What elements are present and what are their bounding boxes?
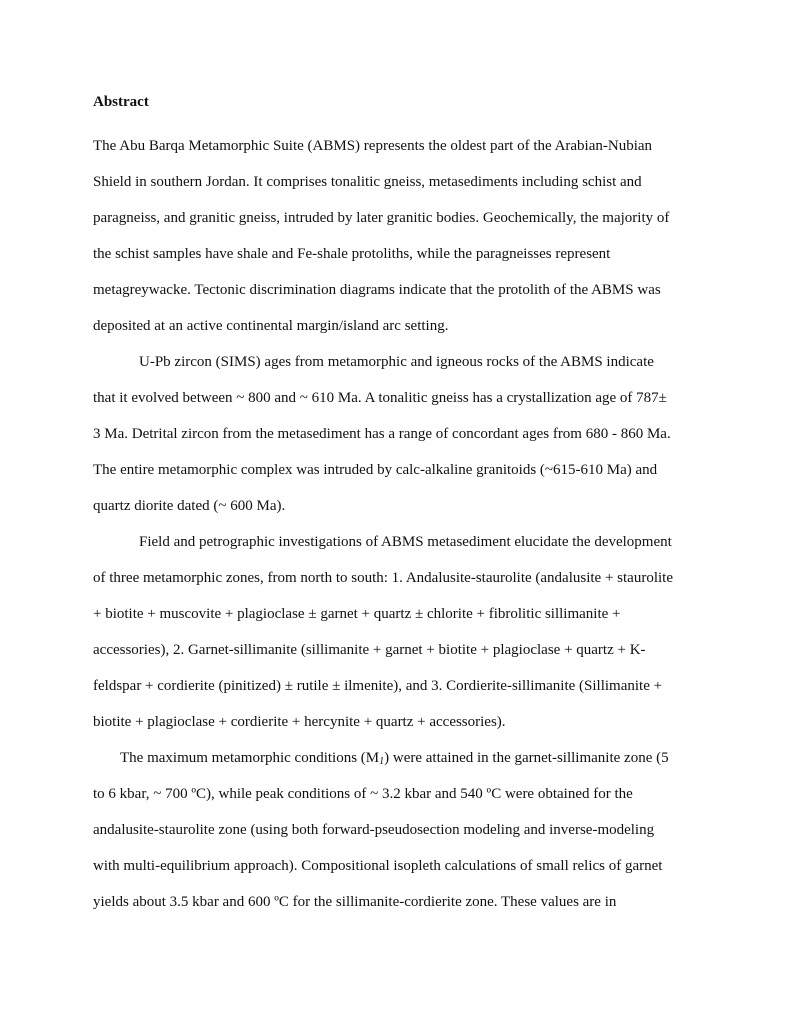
text-segment: ) were attained in the garnet-sillimanite zone (5 xyxy=(384,750,669,766)
text-line: quartz diorite dated (~ 600 Ma). xyxy=(93,498,286,514)
text-segment: The maximum metamorphic conditions (M xyxy=(120,750,380,766)
text-line: + biotite + muscovite + plagioclase ± garnet + quartz ± chlorite + fibrolitic sillimanite + xyxy=(93,606,621,622)
text-line: 3 Ma. Detrital zircon from the metasediment has a range of concordant ages from 680 - 860 Ma. xyxy=(93,426,671,442)
paragraph-2 xyxy=(93,344,705,524)
paragraph-4 xyxy=(93,740,705,920)
text-line: Shield in southern Jordan. It comprises tonalitic gneiss, metasediments including schist and xyxy=(93,174,642,190)
text-line: U-Pb zircon (SIMS) ages from metamorphic and igneous rocks of the ABMS indicate xyxy=(139,354,654,370)
text-line: to 6 kbar, ~ 700 ºC), while peak conditions of ~ 3.2 kbar and 540 ºC were obtained for the xyxy=(93,786,633,802)
text-line-with-subscript xyxy=(93,740,705,776)
text-line: accessories), 2. Garnet-sillimanite (sillimanite + garnet + biotite + plagioclase + quartz + K- xyxy=(93,642,646,658)
text-line: the schist samples have shale and Fe-shale protoliths, while the paragneisses represent xyxy=(93,246,611,262)
paragraph-3 xyxy=(93,524,705,740)
text-line: metagreywacke. Tectonic discrimination diagrams indicate that the protolith of the ABMS was xyxy=(93,282,661,298)
text-line: andalusite-staurolite zone (using both forward-pseudosection modeling and inverse-modeling xyxy=(93,822,655,838)
text-line: feldspar + cordierite (pinitized) ± rutile ± ilmenite), and 3. Cordierite-sillimanite (Sillimanite + xyxy=(93,678,663,694)
abstract-section xyxy=(93,92,705,920)
text-line: paragneiss, and granitic gneiss, intruded by later granitic bodies. Geochemically, the majority of xyxy=(93,210,670,226)
abstract-heading: Abstract xyxy=(93,94,149,110)
paragraph-1 xyxy=(93,128,705,344)
text-line: The Abu Barqa Metamorphic Suite (ABMS) represents the oldest part of the Arabian-Nubian xyxy=(93,138,653,154)
text-line: that it evolved between ~ 800 and ~ 610 Ma. A tonalitic gneiss has a crystallization age of 787± xyxy=(93,390,667,406)
text-line: biotite + plagioclase + cordierite + hercynite + quartz + accessories). xyxy=(93,714,506,730)
subscript: 1 xyxy=(379,756,385,767)
text-line: The entire metamorphic complex was intruded by calc-alkaline granitoids (~615-610 Ma) and xyxy=(93,462,658,478)
text-line: deposited at an active continental margin/island arc setting. xyxy=(93,318,449,334)
text-line: Field and petrographic investigations of ABMS metasediment elucidate the development xyxy=(139,534,672,550)
text-line: of three metamorphic zones, from north to south: 1. Andalusite-staurolite (andalusite + staurolite xyxy=(93,570,673,586)
text-line: with multi-equilibrium approach). Compositional isopleth calculations of small relics of garnet xyxy=(93,858,663,874)
text-line: yields about 3.5 kbar and 600 ºC for the sillimanite-cordierite zone. These values are in xyxy=(93,894,617,910)
